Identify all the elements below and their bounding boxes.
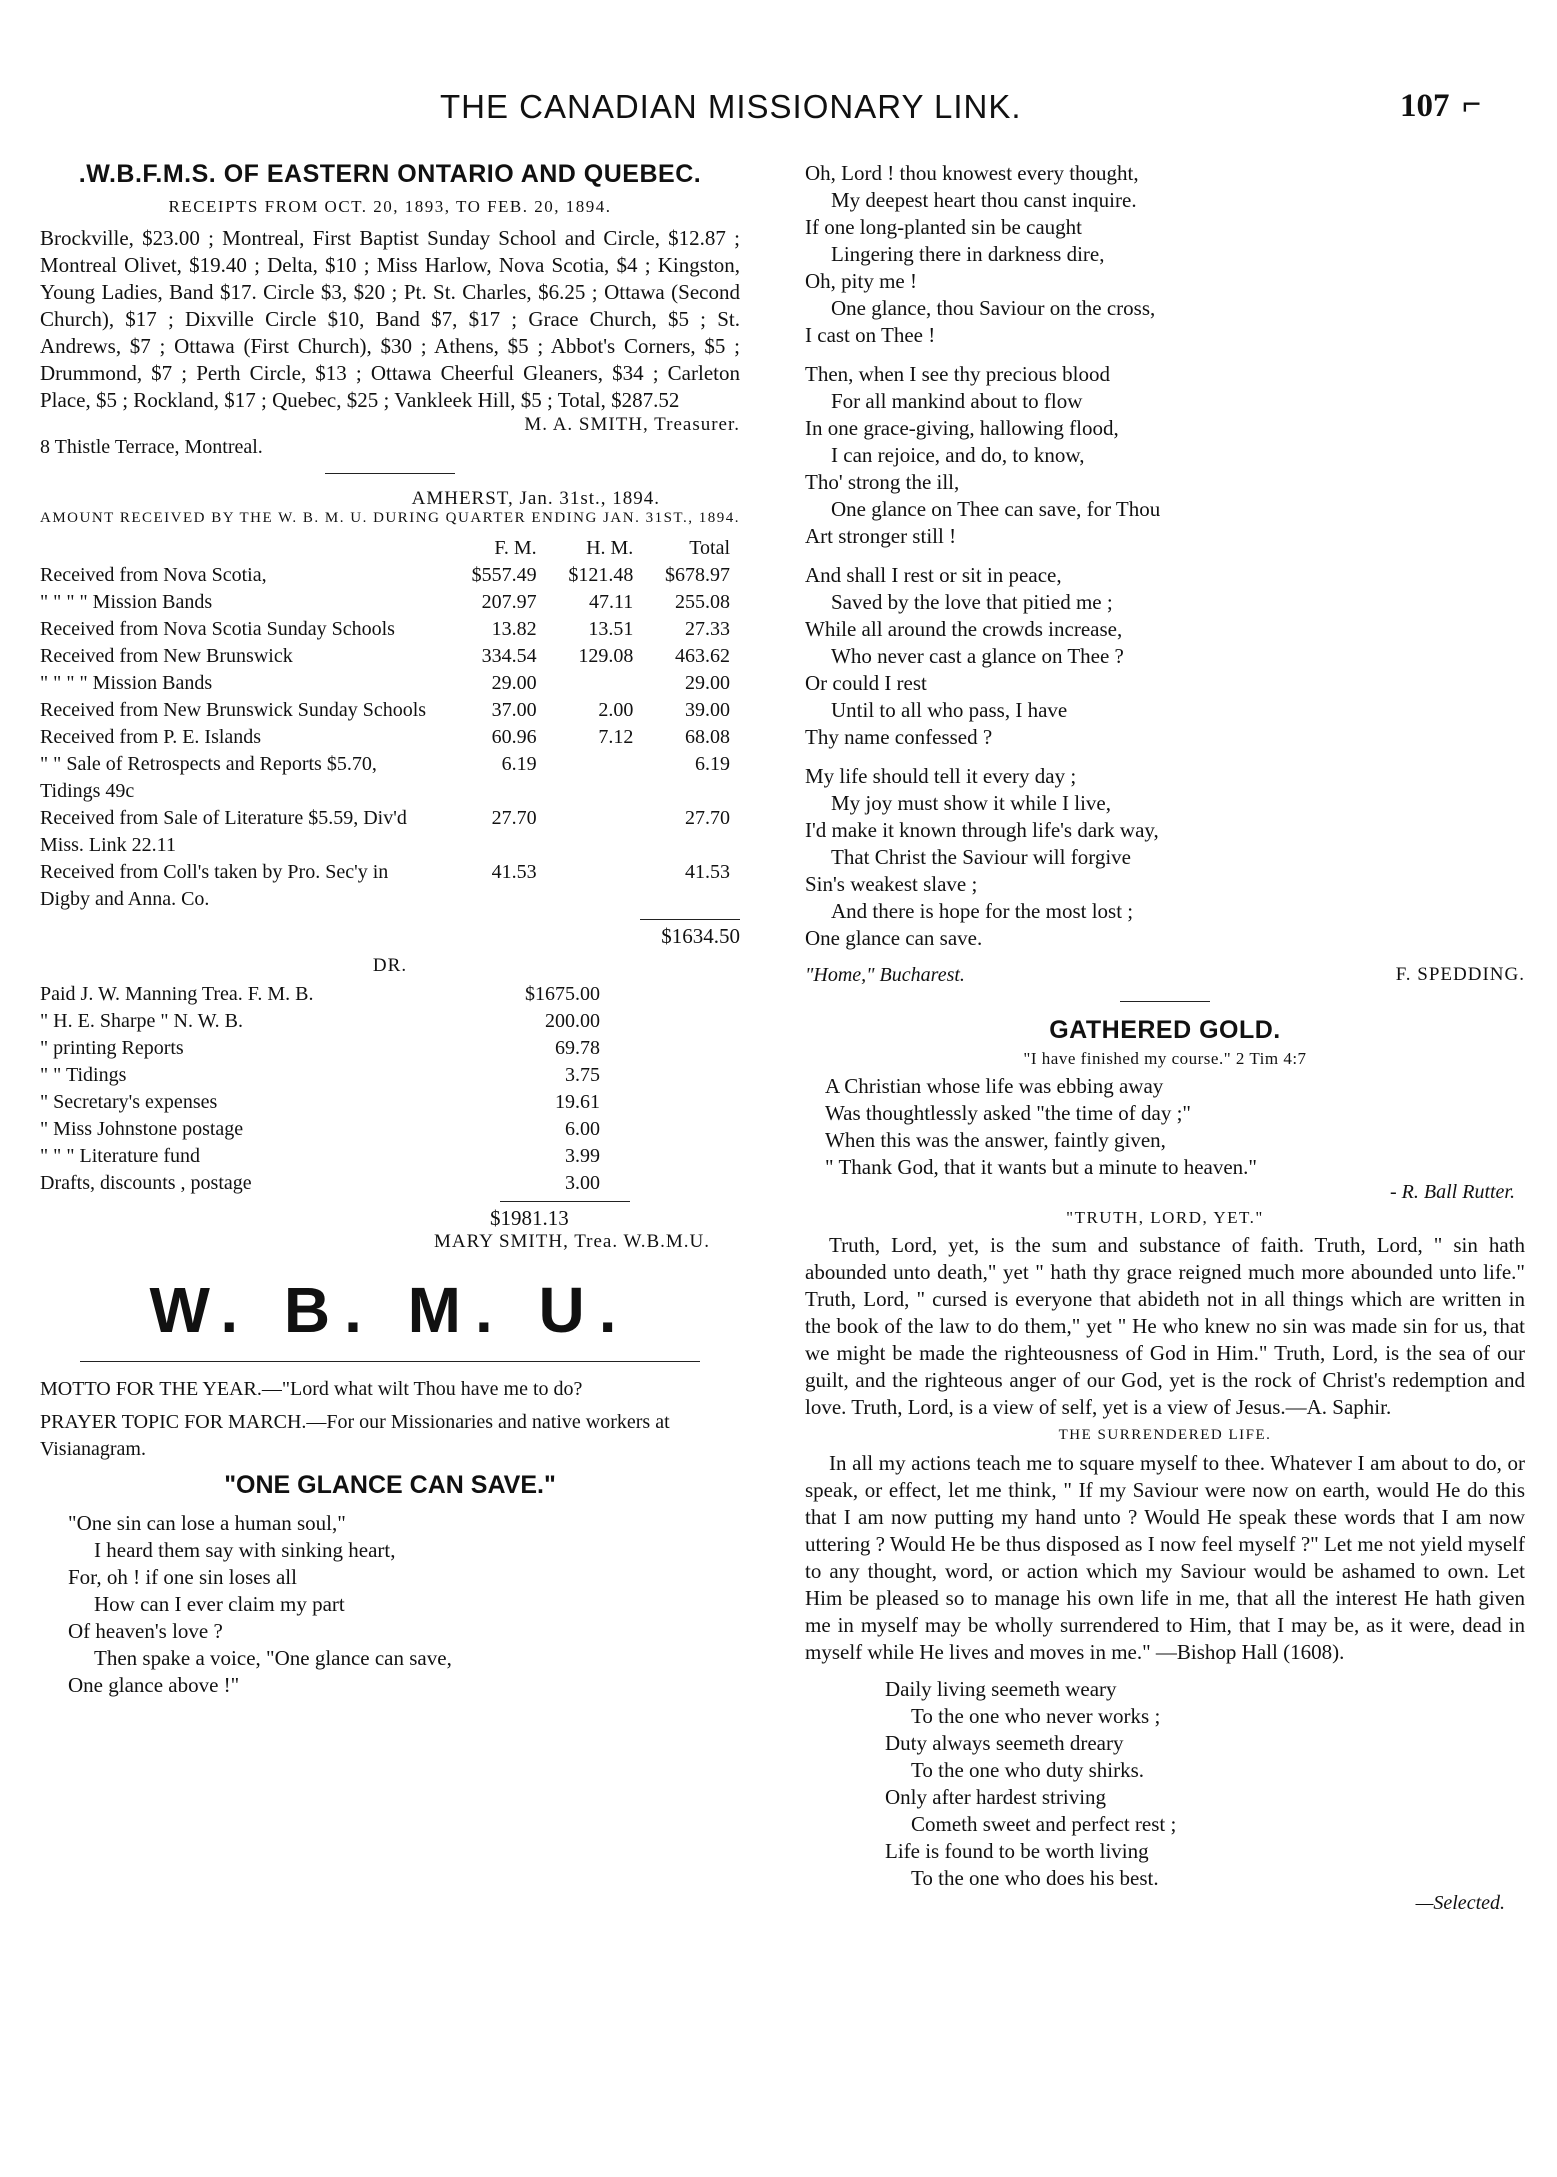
ornament-icon: ⌐ xyxy=(1462,86,1482,123)
poem-line: Who never cast a glance on Thee ? xyxy=(831,644,1124,668)
wbmu-banner: W. B. M. U. xyxy=(149,1274,631,1346)
poem-line: I heard them say with sinking heart, xyxy=(94,1538,396,1562)
table-row: " printing Reports 69.78 xyxy=(40,1037,600,1059)
surrendered-body: In all my actions teach me to square myself to thee. Whatever I am about to do, or speak, or effect, let me think, " If my Saviour were now on earth, would He do this that I am now putting my hand unto ? Would He speak these words that I am now uttering ? Would He be thus disposed as I now feel myself ?" Let me not yield myself to any thought, word, or action which my Saviour would be ashamed to own. Let Him be pleased so to manage his own life in me, that all the interest He hath given me in myself may be wholly surrendered to Him, that I may be, as it were, dead in myself while He lives and moves in me." —Bishop Hall (1608). xyxy=(805,1451,1525,1664)
wbfms-heading: .W.B.F.M.S. OF EASTERN ONTARIO AND QUEBEC. xyxy=(78,160,702,188)
poem-line: For, oh ! if one sin loses all xyxy=(68,1565,297,1589)
poem-line: Art stronger still ! xyxy=(805,524,957,548)
poem-line: In one grace-giving, hallowing flood, xyxy=(805,416,1119,440)
poem-line: To the one who duty shirks. xyxy=(911,1758,1145,1782)
table-row: " H. E. Sharpe " N. W. B. 200.00 xyxy=(40,1010,600,1032)
page-header xyxy=(0,88,1557,138)
table-row: " " Sale of Retrospects and Reports $5.70, Tidings 49c 6.19 6.19 xyxy=(40,753,730,802)
column-header: Total xyxy=(689,537,730,559)
gathered-poem xyxy=(805,1073,1525,1181)
disbursements-table xyxy=(40,981,600,1197)
page-number: 107 xyxy=(1400,88,1450,124)
treasurer-address: 8 Thistle Terrace, Montreal. xyxy=(40,436,263,458)
table-row: " Secretary's expenses 19.61 xyxy=(40,1091,600,1113)
poem-line: My life should tell it every day ; xyxy=(805,764,1077,788)
poem-line: One glance can save. xyxy=(805,926,983,950)
receipts-table xyxy=(40,535,730,913)
poem-stanza xyxy=(805,160,1525,349)
gathered-epigraph: "I have finished my course." 2 Tim 4:7 xyxy=(1023,1049,1307,1068)
divider xyxy=(500,1201,630,1202)
poem-line: If one long-planted sin be caught xyxy=(805,215,1082,239)
right-column xyxy=(805,160,1525,1915)
poem-line: Thy name confessed ? xyxy=(805,725,993,749)
column-header: H. M. xyxy=(586,537,634,559)
poem-line: Then spake a voice, "One glance can save, xyxy=(94,1646,452,1670)
motto: MOTTO FOR THE YEAR.—"Lord what wilt Thou have me to do? xyxy=(40,1378,583,1400)
final-attribution: —Selected. xyxy=(1415,1892,1505,1914)
table-row: Drafts, discounts , postage 3.00 xyxy=(40,1172,600,1194)
poem-line: Of heaven's love ? xyxy=(68,1619,223,1643)
table-row: Paid J. W. Manning Trea. F. M. B. $1675.00 xyxy=(40,983,600,1005)
poem-line: While all around the crowds increase, xyxy=(805,617,1123,641)
table-row: " " " " Mission Bands 29.00 29.00 xyxy=(40,672,730,694)
dr-signature: MARY SMITH, Trea. W.B.M.U. xyxy=(433,1231,710,1252)
poem-line: To the one who does his best. xyxy=(911,1866,1159,1890)
poem-line: Oh, Lord ! thou knowest every thought, xyxy=(805,161,1139,185)
receipts-body: Brockville, $23.00 ; Montreal, First Baptist Sunday School and Circle, $12.87 ; Montreal Olivet, $19.40 ; Delta, $10 ; Miss Harlow, Nova Scotia, $4 ; Kingston, Young Ladies, Band $17. Circle $3, $20 ; Pt. St. Charles, $6.25 ; Ottawa (Second Church), $17 ; Dixville Circle $10, Band $7, $17 ; Grace Church, $5 ; St. Andrews, $7 ; Ottawa (First Church), $30 ; Athens, $5 ; Abbot's Corners, $5 ; Drummond, $7 ; Perth Circle, $13 ; Ottawa Cheerful Gleaners, $34 ; Carleton Place, $5 ; Rockland, $17 ; Quebec, $25 ; Vankleek Hill, $5 ; Total, $287.52 xyxy=(40,226,740,412)
treasurer-signature: M. A. SMITH, Treasurer. xyxy=(524,414,740,435)
poem-line: One glance on Thee can save, for Thou xyxy=(831,497,1161,521)
poem-author: F. SPEDDING. xyxy=(1395,964,1525,985)
poem-line: How can I ever claim my part xyxy=(94,1592,345,1616)
continued-poem xyxy=(805,160,1525,952)
truth-body: Truth, Lord, yet, is the sum and substance of faith. Truth, Lord, " sin hath abounded unto death," yet " hath thy grace reigned much more abounded unto life." Truth, Lord, " cursed is everyone that abideth not in all things which are written in the book of the law to do them," yet " He who knew no sin was made sin for us, that we might be made the righteousness of God in Him." Truth, Lord, is the sea of our guilt, and the righteous anger of our God, yet is the rock of Christ's redemption and love. Truth, Lord, is a view of self, yet is a view of Jesus.—A. Saphir. xyxy=(805,1233,1525,1419)
poem-line: Was thoughtlessly asked "the time of day ;" xyxy=(825,1101,1191,1125)
poem-line: Lingering there in darkness dire, xyxy=(831,242,1105,266)
gathered-gold-heading: GATHERED GOLD. xyxy=(1049,1016,1281,1044)
final-poem xyxy=(805,1676,1525,1892)
poem-line: A Christian whose life was ebbing away xyxy=(825,1074,1164,1098)
truth-heading: "TRUTH, LORD, YET." xyxy=(1066,1208,1264,1227)
poem-line: Oh, pity me ! xyxy=(805,269,917,293)
poem-line: Saved by the love that pitied me ; xyxy=(831,590,1113,614)
gathered-attribution: - R. Ball Rutter. xyxy=(1390,1181,1515,1203)
poem-line: I cast on Thee ! xyxy=(805,323,936,347)
poem-line: My deepest heart thou canst inquire. xyxy=(831,188,1137,212)
poem-stanza xyxy=(805,763,1525,952)
poem-line: Life is found to be worth living xyxy=(885,1839,1149,1863)
poem-credit xyxy=(805,964,1525,987)
poem-line: Tho' strong the ill, xyxy=(805,470,960,494)
amherst-heading: AMOUNT RECEIVED BY THE W. B. M. U. DURING QUARTER ENDING JAN. 31ST., 1894. xyxy=(40,510,740,526)
table-row: " " Tidings 3.75 xyxy=(40,1064,600,1086)
poem-line: "One sin can lose a human soul," xyxy=(68,1511,346,1535)
poem-source: "Home," Bucharest. xyxy=(805,964,965,986)
poem-line: " Thank God, that it wants but a minute to heaven." xyxy=(825,1155,1258,1179)
poem-line: Until to all who pass, I have xyxy=(831,698,1068,722)
poem-line: Or could I rest xyxy=(805,671,927,695)
poem-line: For all mankind about to flow xyxy=(831,389,1083,413)
poem-line: Cometh sweet and perfect rest ; xyxy=(911,1812,1177,1836)
poem-line: That Christ the Saviour will forgive xyxy=(831,845,1131,869)
table-row: Received from Nova Scotia Sunday Schools 13.82 13.51 27.33 xyxy=(40,618,730,640)
table-row: Received from Sale of Literature $5.59, Div'd Miss. Link 22.11 27.70 27.70 xyxy=(40,807,730,856)
column-header: F. M. xyxy=(494,537,537,559)
table-row: " " " " Mission Bands 207.97 47.11 255.08 xyxy=(40,591,730,613)
dr-total: $1981.13 xyxy=(490,1206,569,1230)
table-row: Received from Nova Scotia, $557.49 $121.48 $678.97 xyxy=(40,564,730,586)
table-row: " Miss Johnstone postage 6.00 xyxy=(40,1118,600,1140)
poem-line: I can rejoice, and do, to know, xyxy=(831,443,1085,467)
poem-line: Then, when I see thy precious blood xyxy=(805,362,1111,386)
poem-line: To the one who never works ; xyxy=(911,1704,1161,1728)
poem-line: One glance above !" xyxy=(68,1673,240,1697)
poem-line: One glance, thou Saviour on the cross, xyxy=(831,296,1156,320)
table-row: Received from Coll's taken by Pro. Sec'y in Digby and Anna. Co. 41.53 41.53 xyxy=(40,861,730,910)
poem-line: Sin's weakest slave ; xyxy=(805,872,978,896)
table-row: Received from New Brunswick 334.54 129.08 463.62 xyxy=(40,645,730,667)
divider xyxy=(325,473,455,474)
poem-line: Only after hardest striving xyxy=(885,1785,1107,1809)
table-row: " " " Literature fund 3.99 xyxy=(40,1145,600,1167)
grand-total: $1634.50 xyxy=(640,919,740,949)
table-row: Received from New Brunswick Sunday Schools 37.00 2.00 39.00 xyxy=(40,699,730,721)
poem-line: And there is hope for the most lost ; xyxy=(831,899,1134,923)
divider xyxy=(80,1361,700,1362)
table-row: Received from P. E. Islands 60.96 7.12 68.08 xyxy=(40,726,730,748)
prayer-topic: PRAYER TOPIC FOR MARCH.—For our Missionaries and native workers at Visianagram. xyxy=(40,1411,670,1460)
receipts-line: RECEIPTS FROM OCT. 20, 1893, TO FEB. 20, 1894. xyxy=(168,197,612,216)
dr-heading: DR. xyxy=(372,955,408,976)
poem-line: When this was the answer, faintly given, xyxy=(825,1128,1166,1152)
publication-title: THE CANADIAN MISSIONARY LINK. xyxy=(440,88,1022,125)
amherst-dateline: AMHERST, Jan. 31st., 1894. xyxy=(411,488,660,509)
poem-stanza xyxy=(805,361,1525,550)
table-header-row xyxy=(40,535,730,562)
poem-line: Duty always seemeth dreary xyxy=(885,1731,1124,1755)
poem-line: My joy must show it while I live, xyxy=(831,791,1111,815)
surrendered-heading: THE SURRENDERED LIFE. xyxy=(1058,1427,1272,1443)
glance-heading: "ONE GLANCE CAN SAVE." xyxy=(224,1471,556,1499)
left-column xyxy=(40,160,740,1699)
poem-stanza xyxy=(805,562,1525,751)
divider xyxy=(1120,1001,1210,1002)
poem-line: And shall I rest or sit in peace, xyxy=(805,563,1062,587)
poem-line: I'd make it known through life's dark way, xyxy=(805,818,1159,842)
glance-poem xyxy=(40,1510,740,1699)
poem-line: Daily living seemeth weary xyxy=(885,1677,1117,1701)
